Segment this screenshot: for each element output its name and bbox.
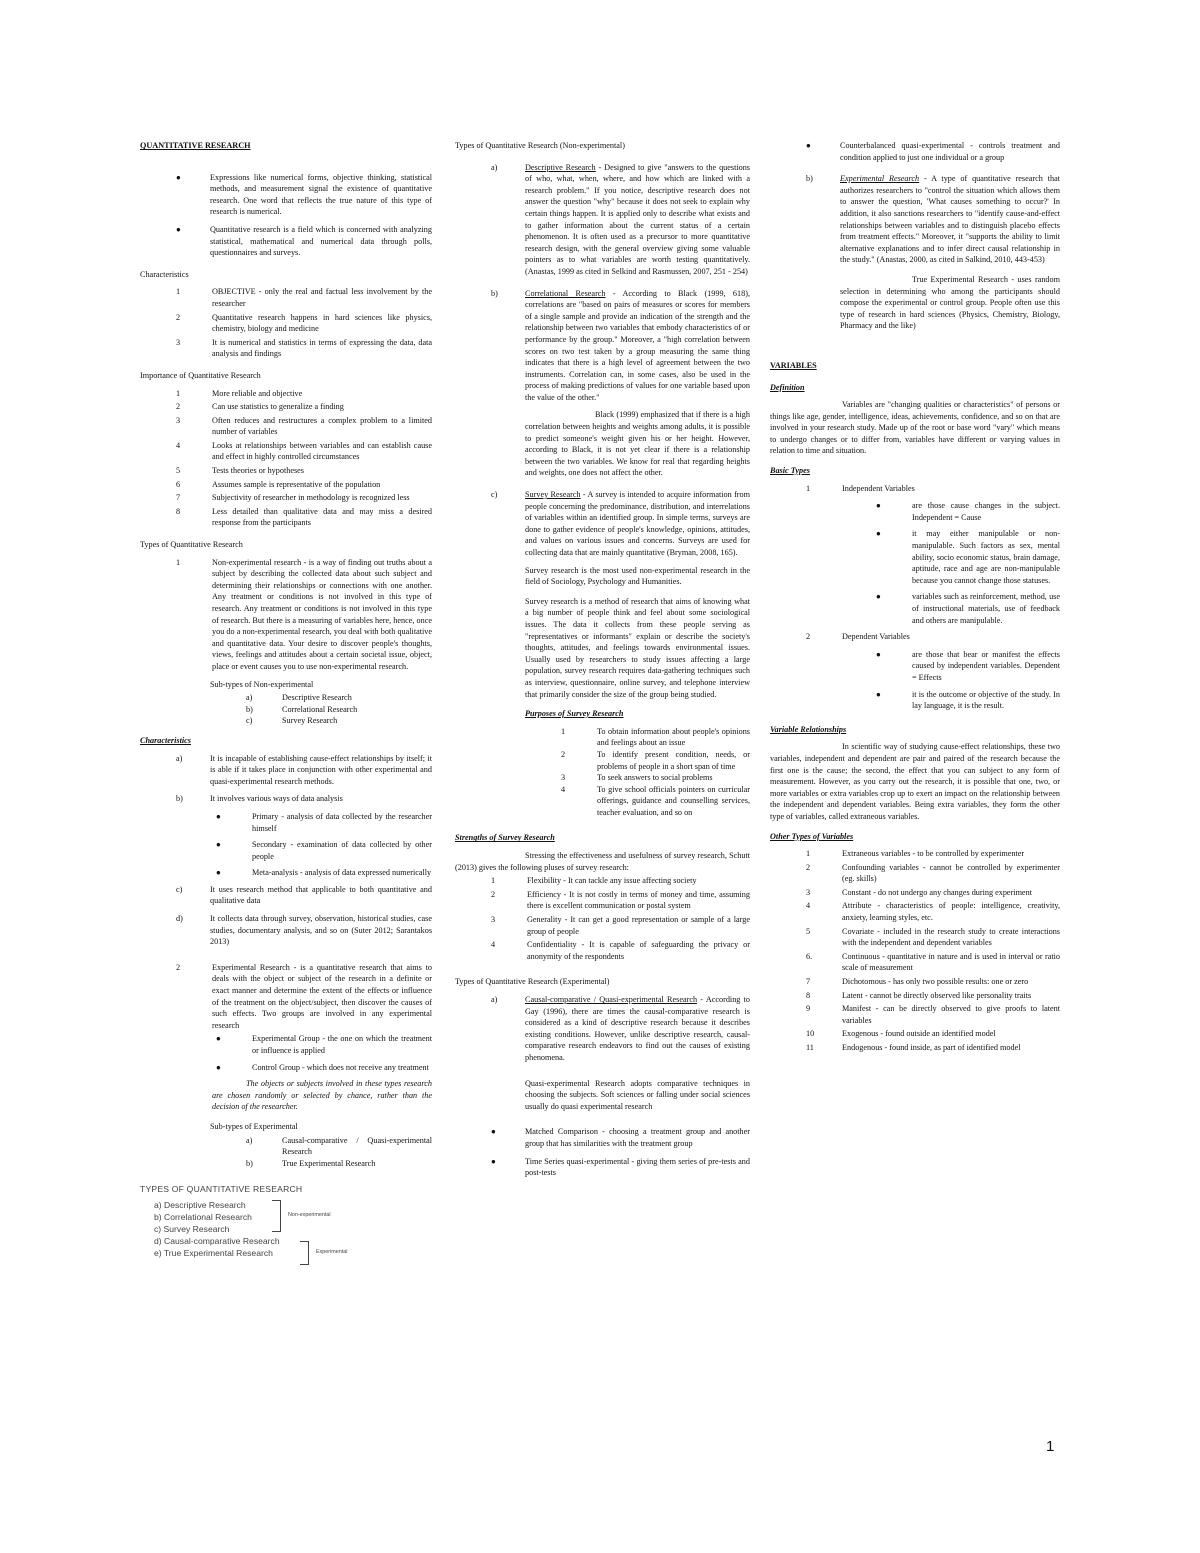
- list-item: 2 Dependent Variables: [806, 632, 910, 642]
- diagram-row: b) Correlational Research: [154, 1212, 252, 1223]
- list-item: 1 To obtain information about people's opinions and feelings about an issue: [561, 726, 750, 748]
- list-item: a) It is incapable of establishing cause-effect relationships by itself; it is able if it takes place in conjunction with other experimental and quasi-experimental research methods.: [176, 753, 432, 786]
- list-item: b) Correlational Research: [246, 704, 358, 714]
- list-item: 2 Can use statistics to generalize a finding: [176, 402, 344, 412]
- subheading: Purposes of Survey Research: [525, 709, 624, 719]
- list-item: 3 To seek answers to social problems: [561, 773, 713, 783]
- bullet-icon: ●: [216, 1062, 221, 1072]
- section-heading: Types of Quantitative Research (Experimental): [455, 977, 610, 987]
- list-item: 2 Quantitative research happens in hard sciences like physics, chemistry, biology and medicine: [176, 312, 432, 334]
- diagram-row: e) True Experimental Research: [154, 1248, 273, 1259]
- list-item: b) Experimental Research - A type of quantitative research that authorizes researchers to "control the situation which allows them to answer the question, 'What causes something to occur?' In addition, it also sanctions researchers to "identify cause-and-effect relationships between variables and to distinguish placebo effects from treatment effects." Moreover, it "supports the ability to limit alternative explanations and to infer direct causal relationship in the study." (Anastas, 2000, as cited in Salkind, 2010, 443-453): [806, 174, 1060, 265]
- list-item: b) True Experimental Research: [246, 1158, 376, 1168]
- section-heading: Characteristics: [140, 735, 191, 745]
- section-title: VARIABLES: [770, 360, 817, 370]
- list-item: b) It involves various ways of data analysis: [176, 794, 343, 804]
- list-item: 9 Manifest - can be directly observed to give proofs to latent variables: [806, 1004, 1060, 1025]
- section-heading: Importance of Quantitative Research: [140, 370, 261, 380]
- list-item: 1 Flexibility - It can tackle any issue affecting society: [491, 876, 697, 886]
- list-item: 1 Extraneous variables - to be controlled by experimenter: [806, 849, 1025, 859]
- paragraph: Survey research is the most used non-experimental research in the field of Sociology, Psychology and Humanities.: [525, 565, 750, 587]
- list-item: ● Meta-analysis - analysis of data expressed numerically: [216, 868, 432, 878]
- bullet-icon: ●: [876, 501, 881, 511]
- diagram-label: Experimental: [316, 1249, 348, 1256]
- section-heading: Types of Quantitative Research (Non-experimental): [455, 141, 625, 150]
- page-title: QUANTITATIVE RESEARCH: [140, 141, 251, 150]
- subheading: Sub-types of Non-experimental: [210, 679, 314, 689]
- list-item: 3 Generality - It can get a good representation or sample of a large group of people: [491, 915, 750, 936]
- list-item: 4 To give school officials pointers on curricular offerings, guidance and counselling services, teacher evaluation, and so on: [561, 784, 750, 817]
- bracket-icon: [300, 1241, 309, 1265]
- list-item: c) Survey Research - A survey is intended to acquire information from people concerning the predominance, distribution, and interrelations of variables within an identified group. In simple terms, surveys are done to gather evidence of people's knowledge, opinions, attitudes, and values on various issues and concerns. Surveys are used for collecting data that are mainly quantitative (Bryman, 2008, 165).: [491, 490, 750, 557]
- subheading: Sub-types of Experimental: [210, 1121, 298, 1131]
- list-item: a) Causal-comparative / Quasi-experimental Research: [246, 1135, 432, 1157]
- diagram-title: TYPES OF QUANTITATIVE RESEARCH: [140, 1184, 303, 1195]
- list-item: ● Counterbalanced quasi-experimental - controls treatment and condition applied to just one individual or a group: [806, 141, 1060, 162]
- paragraph: In scientific way of studying cause-effect relationships, these two variables, independent and dependent are pair and paired of the research because the first one is the cause; the second, the effect that you can subject to any form of measurement. However, as you carry out the research, it is possible that one, two, or more variables or extra variables crop up to exert an impact on the relationship between the independent and dependent variables. Being extra variables, they form the other type of variables, called extraneous variables.: [770, 742, 1060, 821]
- list-item: 7 Dichotomous - has only two possible results: one or zero: [806, 977, 1029, 987]
- paragraph: Variables are "changing qualities or characteristics" of persons or things like age, gender, intelligence, ideas, achievements, confidence, and so on that are involved in your research study. Made up of the root or base word "vary" which means to undergo changes or to differ from, variables have different or varying values in relation to time and situation.: [770, 400, 1060, 456]
- list-item: ● are those that bear or manifest the effects caused by independent variables. Dependent = Effects: [876, 649, 1060, 682]
- column-middle: [455, 140, 750, 1185]
- section-heading: Variable Relationships: [770, 724, 847, 734]
- paragraph: Black (1999) emphasized that if there is a high correlation between heights and weights among adults, it is possible to predict someone's weight given his or her height. However, according to Black, it is not yet clear if there is a relationship between the two variables. We know for real that regarding heights and weights, one does not affect the other.: [525, 410, 750, 478]
- list-item: ● Experimental Group - the one on which the treatment or influence is applied: [216, 1034, 432, 1055]
- list-item: 3 It is numerical and statistics in terms of expressing the data, data analysis and findings: [176, 337, 432, 359]
- bullet-icon: ●: [491, 1127, 496, 1137]
- list-item: 8 Latent - cannot be directly observed like personality traits: [806, 990, 1032, 1000]
- page-number: 1: [1046, 1438, 1055, 1455]
- bullet-icon: ●: [176, 172, 181, 182]
- list-item: 5 Tests theories or hypotheses: [176, 466, 304, 476]
- paragraph: True Experimental Research - uses random selection in determining who among the participants should compose the experimental or control group. People often use this type of research in hard sciences (Physics, Chemistry, Biology, Pharmacy and the like): [840, 274, 1060, 331]
- diagram-row: a) Descriptive Research: [154, 1200, 246, 1211]
- list-item: ● Quantitative research is a field which is concerned with analyzing statistical, mathematical and numerical data through polls, questionnaires and surveys.: [176, 224, 432, 258]
- bullet-icon: ●: [491, 1156, 496, 1166]
- list-item: 5 Covariate - included in the research study to create interactions with the independent and dependent variables: [806, 926, 1060, 948]
- list-item: 8 Less detailed than qualitative data and may miss a desired response from the participants: [176, 506, 432, 528]
- list-item: ● it is the outcome or objective of the study. In lay language, it is the result.: [876, 689, 1060, 711]
- list-item: ● are those cause changes in the subject. Independent = Cause: [876, 501, 1060, 522]
- list-item: c) Survey Research: [246, 716, 338, 726]
- bullet-icon: ●: [876, 529, 881, 539]
- list-item: 1 Independent Variables: [806, 483, 915, 493]
- list-item: ● Matched Comparison - choosing a treatment group and another group that has similarities with the treatment group: [491, 1127, 750, 1148]
- list-item: 4 Confidentiality - It is capable of safeguarding the privacy or anonymity of the respondents: [491, 940, 750, 961]
- list-item: ● variables such as reinforcement, method, use of instructional materials, use of feedback and others are manipulable.: [876, 592, 1060, 625]
- bullet-icon: ●: [806, 141, 811, 150]
- list-item: a) Causal-comparative / Quasi-experimental Research - According to Gay (1996), there are times the causal-comparative research is considered as a kind of descriptive research because it describes existing conditions. However, unlike descriptive research, causal-comparative research endeavors to find out the causes of existing phenomena.: [491, 995, 750, 1062]
- diagram-row: c) Survey Research: [154, 1224, 230, 1235]
- list-item: ● Secondary - examination of data collected by other people: [216, 840, 432, 861]
- bullet-icon: ●: [216, 1034, 221, 1044]
- list-item: a) Descriptive Research: [246, 693, 352, 703]
- section-heading: Definition: [770, 382, 805, 392]
- list-item: 3 Often reduces and restructures a complex problem to a limited number of variables: [176, 415, 432, 437]
- section-heading: Characteristics: [140, 269, 189, 279]
- list-item: 6 Assumes sample is representative of the population: [176, 479, 381, 489]
- paragraph: Stressing the effectiveness and usefulness of survey research, Schutt (2013) gives the following pluses of survey research:: [455, 851, 750, 872]
- diagram-row: d) Causal-comparative Research: [154, 1236, 280, 1247]
- list-item: 1 Non-experimental research - is a way of finding out truths about a subject by describing the collected data about such subject and determining their relationships or connections with one another. Any treatment or conditions is not involved in this type of research. Any treatment or conditions is not involved in this type of research. But there is a measuring of variables here, hence, once you do a non-experimental research, you deal with both qualitative and quantitative data. Your desire to discover people's thoughts, views, feelings and attitudes about a certain societal issue, object, place or event causes you to use non-experimental research.: [176, 557, 432, 671]
- list-item: 1 OBJECTIVE - only the real and factual less involvement by the researcher: [176, 287, 432, 308]
- section-heading: Other Types of Variables: [770, 831, 854, 841]
- paragraph: Quasi-experimental Research adopts comparative techniques in choosing the subjects. Soft sciences or falling under social sciences usually do quasi experimental research: [525, 1078, 750, 1111]
- list-item: ● it may either manipulable or non-manipulable. Such factors as sex, mental ability, socio economic status, brain damage, aptitude, race and age are non-manipulable because you cannot change those statuses.: [876, 529, 1060, 585]
- section-heading: Types of Quantitative Research: [140, 540, 243, 550]
- list-item: 4 Looks at relationships between variables and can establish cause and effect in highly controlled circumstances: [176, 440, 432, 462]
- section-heading: Strengths of Survey Research: [455, 833, 555, 843]
- list-item: 2 Experimental Research - is a quantitative research that aims to deals with the object or subject of the research in a definite or exact manner and determine the extent of the effects or influence of the treatment on the object/subject, then discover the causes of such effects. Two groups are involved in any experimental research: [176, 962, 432, 1030]
- bracket-icon: [272, 1200, 281, 1232]
- list-item: ● Expressions like numerical forms, objective thinking, statistical methods, and measurement signal the existence of quantitative research. One word that reflects the true nature of this type of research is numerical.: [176, 172, 432, 217]
- list-item: ● Primary - analysis of data collected by the researcher himself: [216, 811, 432, 833]
- list-item: ● Time Series quasi-experimental - giving them series of pre-tests and post-tests: [491, 1156, 750, 1178]
- list-item: 3 Constant - do not undergo any changes during experiment: [806, 887, 1032, 897]
- bullet-icon: ●: [216, 840, 221, 850]
- paragraph: The objects or subjects involved in these types research are chosen randomly or selected by chance, rather than the decision of the researcher.: [212, 1079, 432, 1112]
- list-item: ● Control Group - which does not receive any treatment: [216, 1062, 429, 1072]
- list-item: a) Descriptive Research - Designed to give "answers to the questions of who, what, when, where, and how which are linked with a research problem." If you notice, descriptive research does not answer the question "why" because it does not seek to explain why certain things happen. It is applied only to describe what exists and to gather information about the current status of a certain phenomenon. It is often used as a precursor to more quantitative research design, with the general overview giving some valuable pointers as to what variables are worth testing quantitatively. (Anastas, 1999 as cited in Selkind and Rasmussen, 2007, 251 - 254): [491, 162, 750, 276]
- section-heading: Basic Types: [770, 466, 810, 476]
- types-diagram: [140, 1183, 432, 1263]
- column-right: [770, 140, 1060, 1056]
- list-item: 6. Continuous - quantitative in nature and is used in interval or ratio scale of measurement: [806, 951, 1060, 973]
- bullet-icon: ●: [176, 224, 181, 234]
- list-item: 2 To identify present condition, needs, or problems of people in a short span of time: [561, 749, 750, 771]
- list-item: 7 Subjectivity of researcher in methodology is recognized less: [176, 493, 410, 503]
- bullet-icon: ●: [876, 592, 881, 602]
- bullet-icon: ●: [876, 649, 881, 659]
- list-item: 4 Attribute - characteristics of people: intelligence, creativity, anxiety, learning styles, etc.: [806, 901, 1060, 923]
- paragraph: Survey research is a method of research that aims of knowing what a big number of people think and feel about some sociological issues. The data it collects from these people serving as "representatives or informants" explain or describe the society's thoughts, attitudes, and feelings towards environmental issues. Usually used by researchers to study issues affecting a large population, survey research requires data-gathering techniques such as interview, questionnaire, online survey, and telephone interview that primarily consider the size of the group being studied.: [525, 596, 750, 699]
- list-item: b) Correlational Research - According to Black (1999, 618), correlations are "based on pairs of measures or scores for members of a single sample and provide an indication of the strength and the relationship between two variables that embody characteristics of or performance by the group." Moreover, a "high correlation between scores on two test taken by a group measuring the same thing indicates that there is a high level of agreement between the two instruments. Correlation can, in some cases, also be used in the process of making predictions of values for one variable based upon the value of the other.": [491, 288, 750, 402]
- list-item: 11 Endogenous - found inside, as part of identified model: [806, 1043, 1021, 1052]
- diagram-label: Non-experimental: [288, 1212, 331, 1219]
- bullet-icon: ●: [216, 868, 221, 878]
- column-left: [140, 140, 432, 1263]
- list-item: 2 Confounding variables - cannot be controlled by experimenter (eg. skills): [806, 862, 1060, 884]
- bullet-icon: ●: [216, 811, 221, 821]
- list-item: 2 Efficiency - It is not costly in terms of money and time, assuming there is excellent communication or postal system: [491, 889, 750, 911]
- bullet-icon: ●: [876, 689, 881, 699]
- list-item: 1 More reliable and objective: [176, 388, 303, 398]
- list-item: c) It uses research method that applicable to both quantitative and qualitative data: [176, 884, 432, 906]
- list-item: 10 Exogenous - found outside an identified model: [806, 1029, 996, 1039]
- list-item: d) It collects data through survey, observation, historical studies, case studies, documentary analysis, and so on (Suter 2012; Sarantakos 2013): [176, 914, 432, 947]
